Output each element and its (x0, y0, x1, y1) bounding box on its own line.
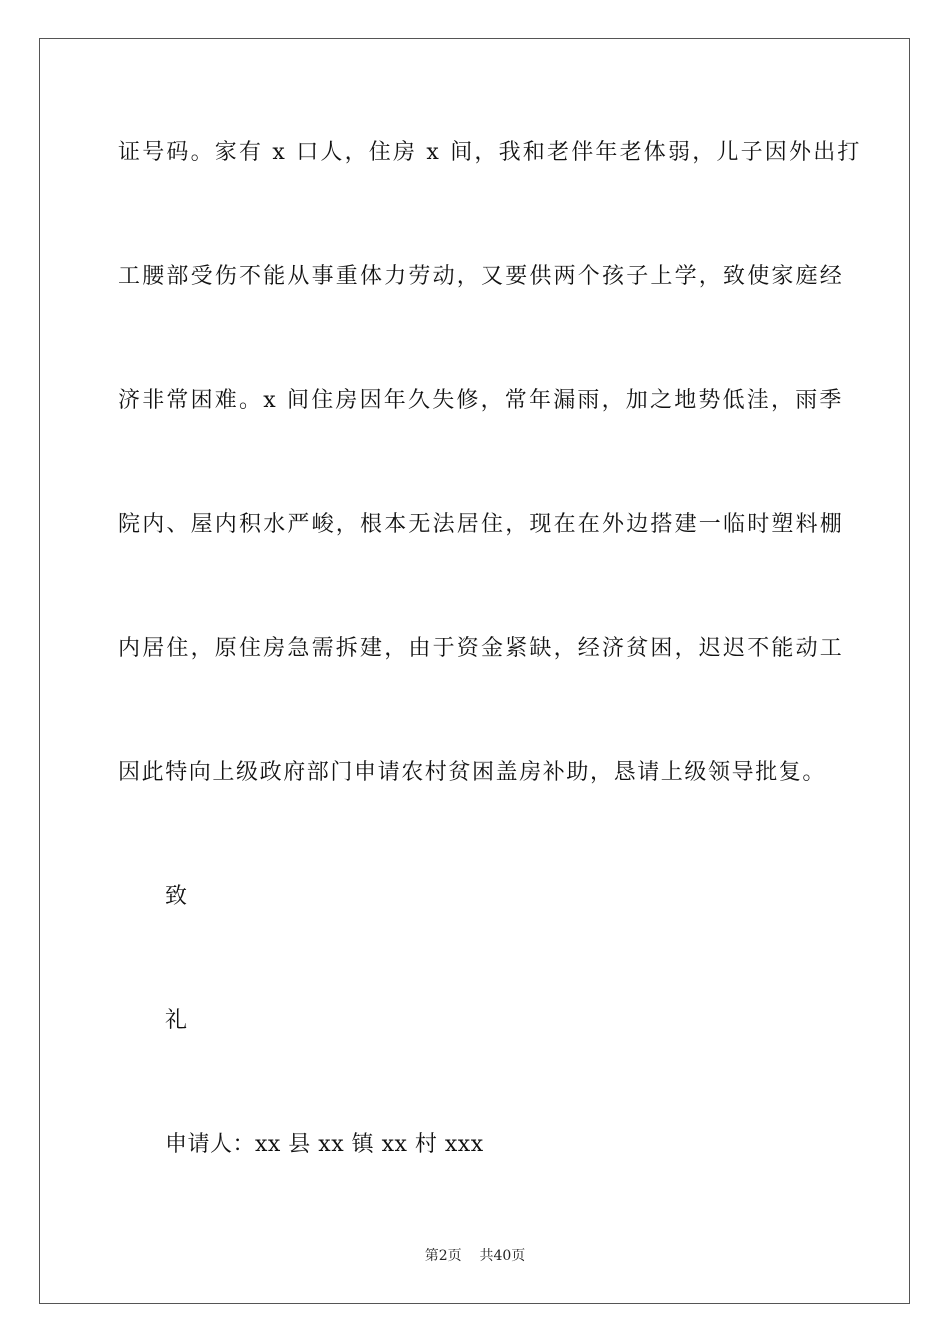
closing-salutation-2: 礼 (165, 1008, 188, 1033)
body-line-5: 内居住，原住房急需拆建，由于资金紧缺，经济贫困，迟迟不能动工 (118, 636, 845, 661)
body-line-4: 院内、屋内积水严峻，根本无法居住，现在在外边搭建一临时塑料棚 (118, 512, 845, 537)
body-line-6: 因此特向上级政府部门申请农村贫困盖房补助，恳请上级领导批复。 (118, 760, 827, 785)
page-border (39, 38, 910, 1304)
body-line-2: 工腰部受伤不能从事重体力劳动，又要供两个孩子上学，致使家庭经 (118, 264, 845, 289)
applicant-line: 申请人：xx 县 xx 镇 xx 村 xxx (165, 1132, 484, 1157)
page-footer: 第2页 共40页 (424, 1248, 526, 1264)
body-line-3: 济非常困难。x 间住房因年久失修，常年漏雨，加之地势低洼，雨季 (118, 388, 844, 413)
closing-salutation-1: 致 (165, 884, 188, 909)
body-line-1: 证号码。家有 x 口人，住房 x 间，我和老伴年老体弱，儿子因外出打 (118, 140, 862, 165)
